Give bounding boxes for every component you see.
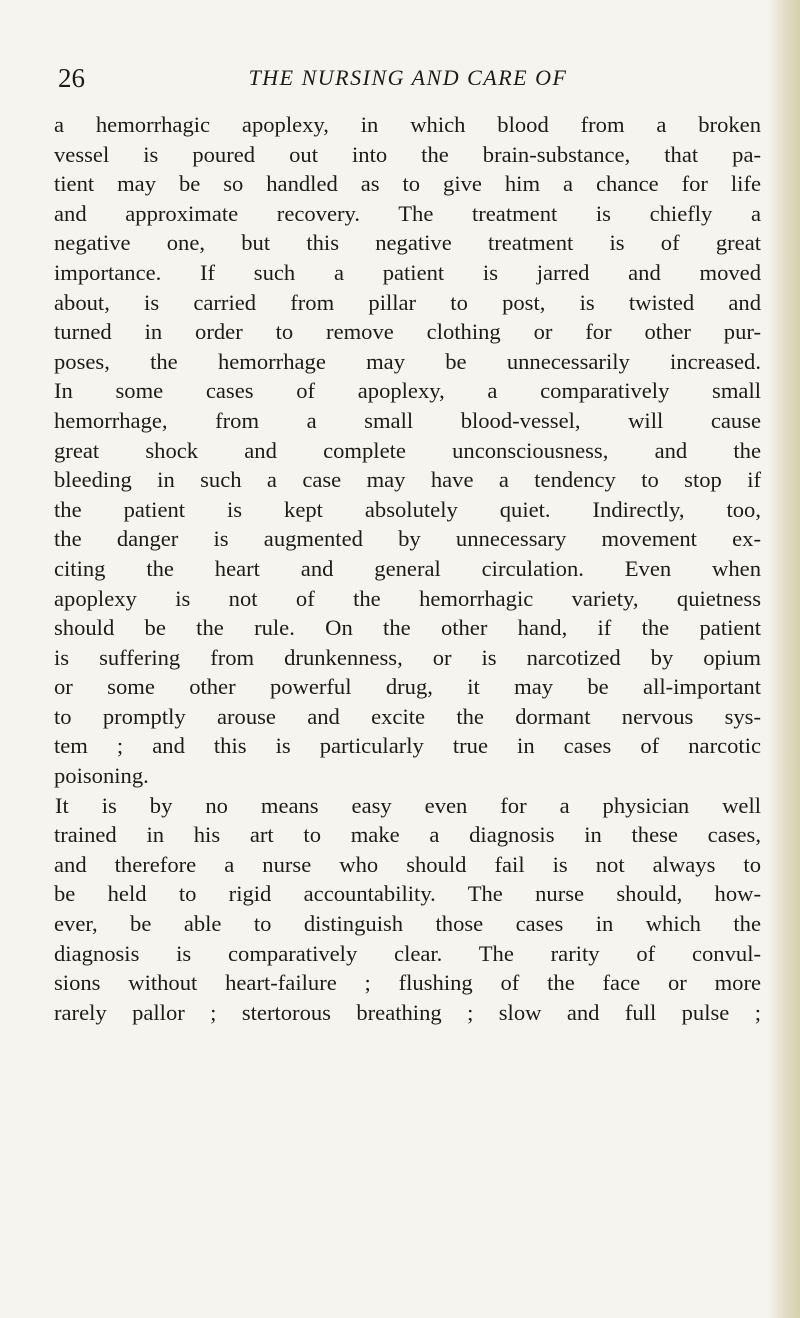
text-line: tem ; and this is particularly true in cases of narcotic: [54, 733, 761, 759]
text-line: should be the rule. On the other hand, if the patient: [54, 615, 761, 641]
text-line: poisoning.: [54, 763, 149, 789]
text-line: about, is carried from pillar to post, is twisted and: [54, 289, 761, 315]
text-line: In some cases of apoplexy, a comparatively small: [54, 378, 761, 404]
text-line: hemorrhage, from a small blood-vessel, will cause: [54, 407, 761, 433]
text-line: a hemorrhagic apoplexy, in which blood from a broken: [54, 112, 761, 137]
text-line: rarely pallor ; stertorous breathing ; slow and full pulse ;: [54, 999, 761, 1025]
text-line: poses, the hemorrhage may be unnecessarily increased.: [54, 348, 761, 374]
text-line: tient may be so handled as to give him a chance for life: [54, 171, 761, 197]
body-text: [54, 110, 761, 1027]
text-line: It is by no means easy even for a physician well: [55, 792, 761, 818]
text-line: sions without heart-failure ; flushing of the face or more: [54, 970, 761, 996]
page-edge-shadow: [768, 0, 800, 1318]
text-line: citing the heart and general circulation. Even when: [54, 555, 761, 581]
text-line: and approximate recovery. The treatment is chiefly a: [54, 200, 761, 226]
text-line: negative one, but this negative treatment is of great: [54, 230, 761, 256]
page-header: [58, 62, 758, 94]
text-line: trained in his art to make a diagnosis in these cases,: [54, 822, 761, 848]
page-number: 26: [58, 63, 85, 93]
text-line: to promptly arouse and excite the dormant nervous sys-: [54, 703, 761, 729]
text-line: the patient is kept absolutely quiet. Indirectly, too,: [54, 496, 761, 522]
text-line: and therefore a nurse who should fail is not always to: [54, 851, 761, 877]
text-line: diagnosis is comparatively clear. The rarity of convul-: [54, 940, 761, 966]
text-line: great shock and complete unconsciousness, and the: [54, 437, 761, 463]
text-line: vessel is poured out into the brain-substance, that pa-: [54, 141, 761, 167]
text-line: apoplexy is not of the hemorrhagic variety, quietness: [54, 585, 761, 611]
text-line: is suffering from drunkenness, or is narcotized by opium: [54, 644, 761, 670]
text-line: bleeding in such a case may have a tendency to stop if: [54, 467, 761, 493]
text-line: ever, be able to distinguish those cases in which the: [54, 911, 761, 937]
text-line: be held to rigid accountability. The nurse should, how-: [54, 881, 761, 907]
text-line: turned in order to remove clothing or for other pur-: [54, 319, 761, 345]
text-line: importance. If such a patient is jarred and moved: [54, 259, 761, 285]
running-title: THE NURSING AND CARE OF: [248, 65, 568, 90]
text-line: the danger is augmented by unnecessary movement ex-: [54, 526, 761, 552]
text-line: or some other powerful drug, it may be all-important: [54, 674, 761, 700]
